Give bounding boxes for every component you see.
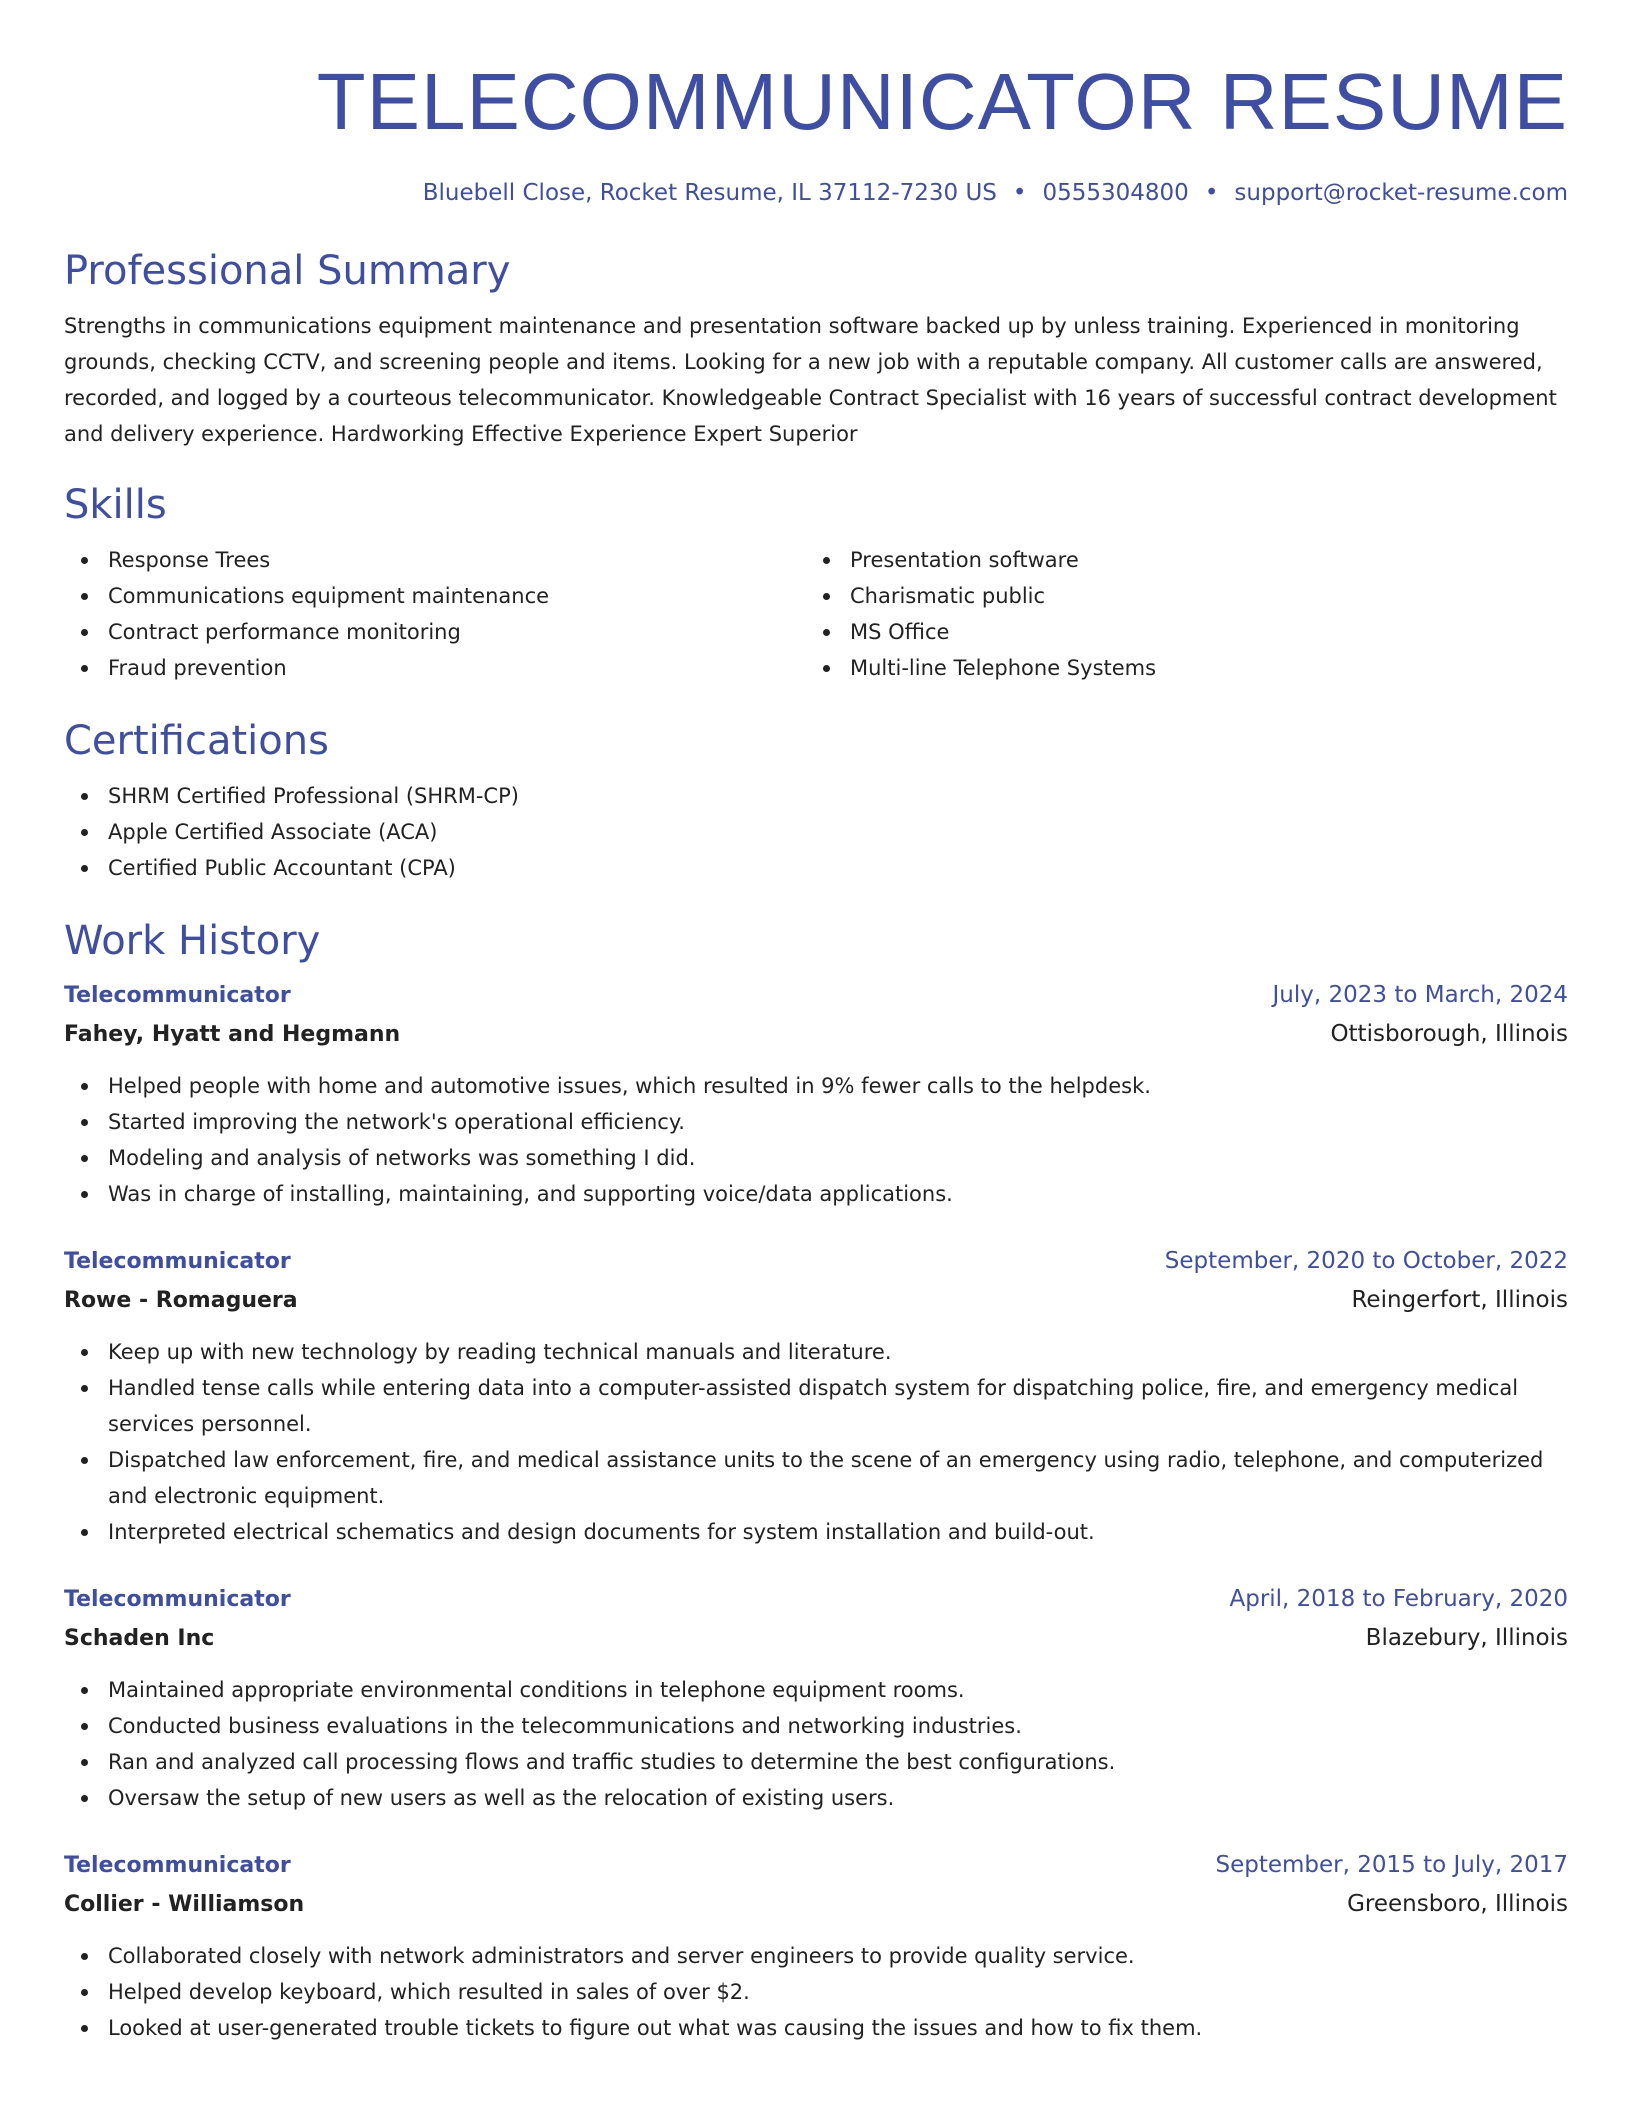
summary-heading: Professional Summary (64, 248, 511, 294)
job-bullet: Collaborated closely with network administrators and server engineers to provide quality service. (64, 1938, 1568, 1974)
skill-item: Fraud prevention (64, 650, 806, 686)
job-bullet: Handled tense calls while entering data into a computer-assisted dispatch system for dispatching police, fire, and emergency medical services personnel. (64, 1370, 1568, 1442)
job-bullet: Keep up with new technology by reading technical manuals and literature. (64, 1334, 1568, 1370)
skills-grid (64, 542, 1568, 686)
job-dates: September, 2020 to October, 2022 (1164, 1248, 1568, 1274)
job-location: Ottisborough, Illinois (1330, 1021, 1568, 1047)
company-name: Fahey, Hyatt and Hegmann (64, 1022, 401, 1047)
skill-item: MS Office (806, 614, 1548, 650)
job-entry (64, 1580, 1568, 1816)
job-location: Blazebury, Illinois (1365, 1625, 1568, 1651)
work-history-heading: Work History (64, 918, 321, 964)
skills-column-right (806, 542, 1548, 686)
skills-column-left (64, 542, 806, 686)
contact-separator: • (1012, 180, 1027, 206)
resume-title: TELECOMMUNICATOR RESUME (316, 57, 1568, 146)
job-bullet: Helped develop keyboard, which resulted in sales of over $2. (64, 1974, 1568, 2010)
skills-list-right (806, 542, 1548, 686)
job-bullet: Ran and analyzed call processing flows and traffic studies to determine the best configurations. (64, 1744, 1568, 1780)
summary-text: Strengths in communications equipment maintenance and presentation software backed up by unless training. Experienced in monitoring grounds, checking CCTV, and screening people and items. Looking for a new job with a reputable company. All customer calls are answered, recorded, and logged by a courteous telecommunicator. Knowledgeable Contract Specialist with 16 years of successful contract development and delivery experience. Hardworking Effective Experience Expert Superior (64, 314, 1557, 446)
job-company-row (64, 1619, 1568, 1658)
job-header-row (64, 1580, 1568, 1619)
job-bullet: Modeling and analysis of networks was something I did. (64, 1140, 1568, 1176)
job-header-row (64, 1846, 1568, 1885)
skill-item: Response Trees (64, 542, 806, 578)
contact-line (64, 178, 1568, 208)
email: support@rocket-resume.com (1234, 180, 1568, 206)
skill-item: Communications equipment maintenance (64, 578, 806, 614)
job-bullet: Looked at user-generated trouble tickets to figure out what was causing the issues and how to fix them. (64, 2010, 1568, 2046)
certification-item: Apple Certified Associate (ACA) (64, 814, 1568, 850)
skill-item: Charismatic public (806, 578, 1548, 614)
company-name: Collier - Williamson (64, 1892, 305, 1917)
skill-item: Multi-line Telephone Systems (806, 650, 1548, 686)
skills-list-left (64, 542, 806, 686)
job-dates: July, 2023 to March, 2024 (1272, 982, 1568, 1008)
job-company-row (64, 1885, 1568, 1924)
job-company-row (64, 1015, 1568, 1054)
address: Bluebell Close, Rocket Resume, IL 37112-7230 US (422, 180, 997, 206)
job-location: Reingerfort, Illinois (1351, 1287, 1568, 1313)
certifications-list (64, 778, 1568, 886)
skill-item: Contract performance monitoring (64, 614, 806, 650)
job-bullet: Maintained appropriate environmental conditions in telephone equipment rooms. (64, 1672, 1568, 1708)
job-bullet: Dispatched law enforcement, fire, and medical assistance units to the scene of an emergency using radio, telephone, and computerized and electronic equipment. (64, 1442, 1568, 1514)
job-company-row (64, 1281, 1568, 1320)
certification-item: Certified Public Accountant (CPA) (64, 850, 1568, 886)
job-header-row (64, 1242, 1568, 1281)
job-title: Telecommunicator (64, 1249, 291, 1274)
company-name: Rowe - Romaguera (64, 1288, 298, 1313)
job-bullet: Helped people with home and automotive issues, which resulted in 9% fewer calls to the helpdesk. (64, 1068, 1568, 1104)
job-bullet: Conducted business evaluations in the telecommunications and networking industries. (64, 1708, 1568, 1744)
skills-heading: Skills (64, 482, 167, 528)
company-name: Schaden Inc (64, 1626, 215, 1651)
job-entry (64, 1242, 1568, 1550)
job-bullet: Interpreted electrical schematics and design documents for system installation and build-out. (64, 1514, 1568, 1550)
job-dates: April, 2018 to February, 2020 (1229, 1586, 1568, 1612)
job-bullet: Oversaw the setup of new users as well as the relocation of existing users. (64, 1780, 1568, 1816)
certification-item: SHRM Certified Professional (SHRM-CP) (64, 778, 1568, 814)
job-location: Greensboro, Illinois (1347, 1891, 1568, 1917)
job-entry (64, 976, 1568, 1212)
job-bullet: Started improving the network's operational efficiency. (64, 1104, 1568, 1140)
job-bullet: Was in charge of installing, maintaining, and supporting voice/data applications. (64, 1176, 1568, 1212)
job-bullets (64, 1938, 1568, 2046)
job-title: Telecommunicator (64, 1587, 291, 1612)
job-dates: September, 2015 to July, 2017 (1215, 1852, 1568, 1878)
job-bullets (64, 1672, 1568, 1816)
skill-item: Presentation software (806, 542, 1548, 578)
job-title: Telecommunicator (64, 1853, 291, 1878)
contact-separator: • (1204, 180, 1219, 206)
job-bullets (64, 1334, 1568, 1550)
job-title: Telecommunicator (64, 983, 291, 1008)
phone: 0555304800 (1042, 180, 1189, 206)
job-header-row (64, 976, 1568, 1015)
job-entry (64, 1846, 1568, 2046)
certifications-heading: Certifications (64, 718, 329, 764)
job-bullets (64, 1068, 1568, 1212)
